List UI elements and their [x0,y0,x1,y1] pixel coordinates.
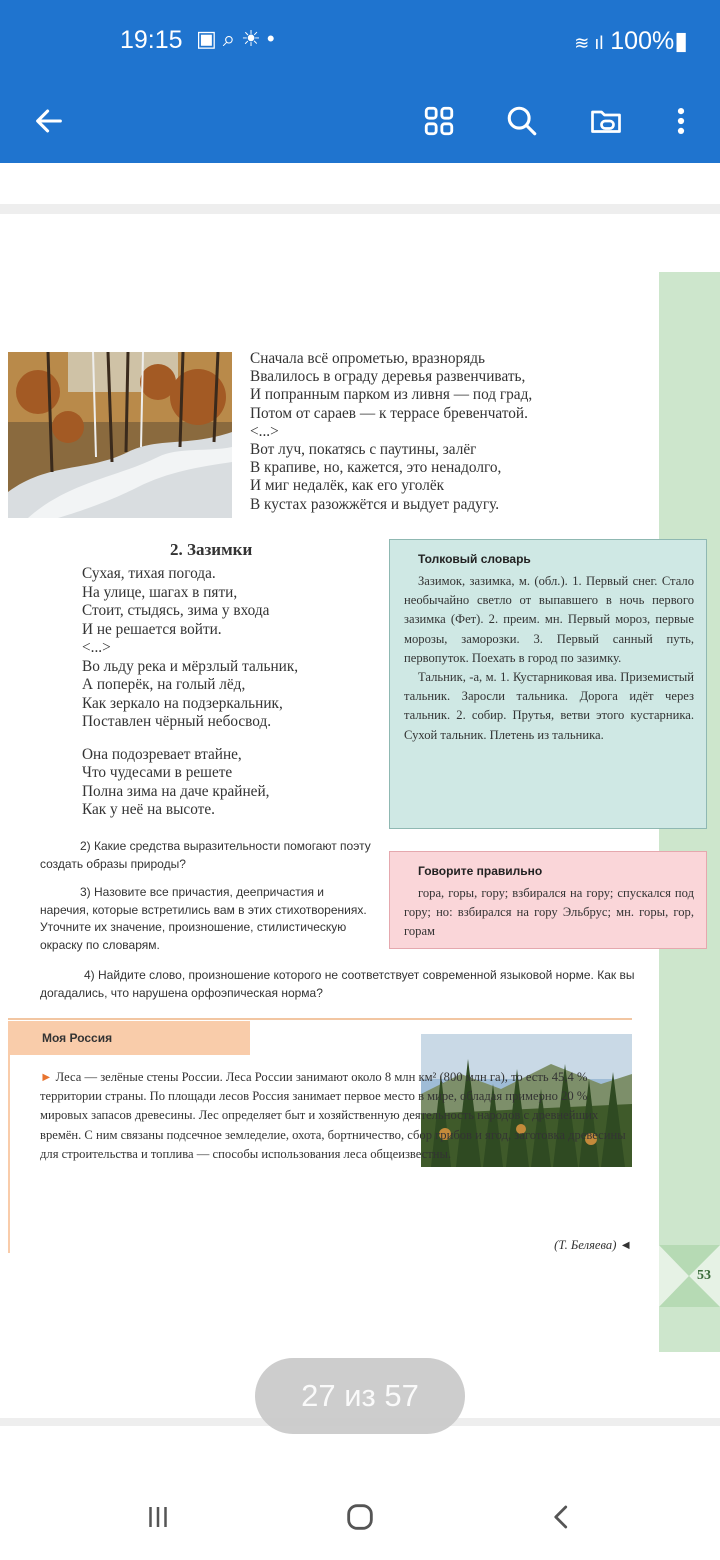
battery-icon: ▮ [674,27,688,55]
grid-icon [422,104,456,138]
recent-apps-button[interactable] [128,1492,188,1542]
poem-line: Как у неё на высоте. [82,801,215,818]
poem-line: И миг недалёк, как его уголёк [250,477,445,495]
page-gap [0,204,720,214]
poem-line: В кустах разожжётся и выдует радугу. [250,495,500,513]
poem-line: И попранным парком из ливня — под град, [250,386,533,404]
folder-share-icon [588,103,624,139]
top-bar [0,0,720,163]
wifi-icon: ≋ ıl [574,33,604,53]
page-number: 53 [697,1268,711,1283]
speak-correctly-text: гора, горы, гору; взбирался на гору; спускался под гору; но: взбирался на гору Эльбрус; мн. горы, гор, горам [404,886,694,939]
status-icons [196,26,281,52]
home-button[interactable] [330,1492,390,1542]
back-nav-button[interactable] [532,1492,592,1542]
my-russia-author: (Т. Беляева) ◄ [554,1238,632,1252]
section-divider [8,1018,632,1020]
status-time: 19:15 [120,26,183,54]
search-icon [505,104,539,138]
dictionary-entry: Зазимок, зазимка, м. (обл.). 1. Первый снег. Стало необычайно светло от выпавшего в ночь первого зазимка (Фет). 2. преим. мн. Первый мороз, первые морозы, заморозки. 3. Первый санный путь, первопуток. Поехать в город по зазимку. [404,574,694,665]
app-bar [0,80,720,163]
dictionary-entry: Тальник, -а, м. 1. Кустарниковая ива. Приземистый тальник. Заросли тальника. Дорога идёт через тальник. 2. собир. Прутья, ветви этого кустарника. Сухой тальник. Плетень из тальника. [404,670,694,742]
dot-icon: • [266,26,281,51]
more-options-button[interactable] [652,92,710,150]
my-russia-label: Моя Россия [42,1031,113,1045]
poem-2 [82,565,298,820]
dictionary-box [389,539,707,829]
recent-apps-icon [143,1502,173,1532]
autumn-landscape-photo [8,352,232,518]
folder-share-button[interactable] [577,92,635,150]
poem-line: Сначала всё опрометью, вразнорядь [250,350,485,367]
search-icon: ⌕ [222,26,242,51]
section-marker-icon: ► [40,1070,53,1084]
poem-line: И не решается войти. [82,620,222,638]
status-bar [0,0,720,80]
poem-line: <...> [250,422,279,440]
grid-view-button[interactable] [410,92,468,150]
my-russia-paragraph: Леса — зелёные стены России. Леса России занимают около 8 млн км² (800 млн га), то есть 45,4 % территории страны. По площади лесов Россия занимает первое место в мире, обладая примерно 20 % мировых запасов древесины. Лес определяет быт и хозяйственную деятельность народов с древнейших времён. С ним связаны подсечное земледелие, охота, бортничество, сбор грибов и ягод, заготовка древесины для строительства и топлива — способы использования леса общеизвестны. [40,1070,626,1161]
my-russia-text-block [40,1068,635,1164]
poem-line: Она подозревает втайне, [82,745,242,763]
page-counter: 27 из 57 [255,1358,465,1434]
question-2: 2) Какие средства выразительности помогают поэту создать образы природы? [40,839,371,871]
poem-1 [250,350,532,514]
poem-line: Как зеркало на подзеркальник, [82,694,283,712]
status-right [574,26,688,56]
poem-line: Сухая, тихая погода. [82,565,216,582]
back-icon [547,1502,577,1532]
poem-line: На улице, шагах в пяти, [82,583,238,601]
poem-line: Вот луч, покатясь с паутины, залёг [250,441,477,459]
home-icon [343,1500,377,1534]
poem-line: Потом от сараев — к террасе бревенчатой. [250,404,528,422]
weather-icon: ☀ [241,26,267,51]
poem-line: Ввалилось в ограду деревья развенчивать, [250,368,526,386]
poem-line: В крапиве, но, кажется, это ненадолго, [250,459,502,477]
search-button[interactable] [493,92,551,150]
poem-line: Что чудесами в решете [82,764,233,781]
battery-label: 100% [610,27,675,55]
system-nav-bar [0,1470,720,1560]
dictionary-body [404,572,694,745]
more-vert-icon [664,104,698,138]
speak-correctly-box [389,851,707,949]
poem-line: Полна зима на даче крайней, [82,782,270,800]
dictionary-title: Толковый словарь [418,552,531,566]
poem-line: Во льду река и мёрзлый тальник, [82,657,299,675]
question-3: 3) Назовите все причастия, деепричастия и наречия, которые встретились вам в этих стихотворениях. Уточните их значение, произношение, стилистическую окраску по словарям. [40,885,367,952]
speak-correctly-title: Говорите правильно [418,864,543,878]
poem-2-title: 2. Зазимки [170,540,253,559]
my-russia-tab [8,1021,250,1055]
image-icon: ▣ [196,26,223,51]
poem-line: Поставлен чёрный небосвод. [82,713,272,730]
poem-line: Стоит, стыдясь, зима у входа [82,602,270,619]
back-button[interactable] [20,92,78,150]
poem-line: А поперёк, на голый лёд, [82,676,246,693]
poem-line [82,732,298,746]
back-arrow-icon [32,104,66,138]
poem-line: <...> [82,639,111,656]
question-4: 4) Найдите слово, произношение которого не соответствует современной языковой норме. Как вы догадались, что нарушена орфоэпическая норма? [40,968,635,1000]
my-russia-border [8,1021,10,1253]
